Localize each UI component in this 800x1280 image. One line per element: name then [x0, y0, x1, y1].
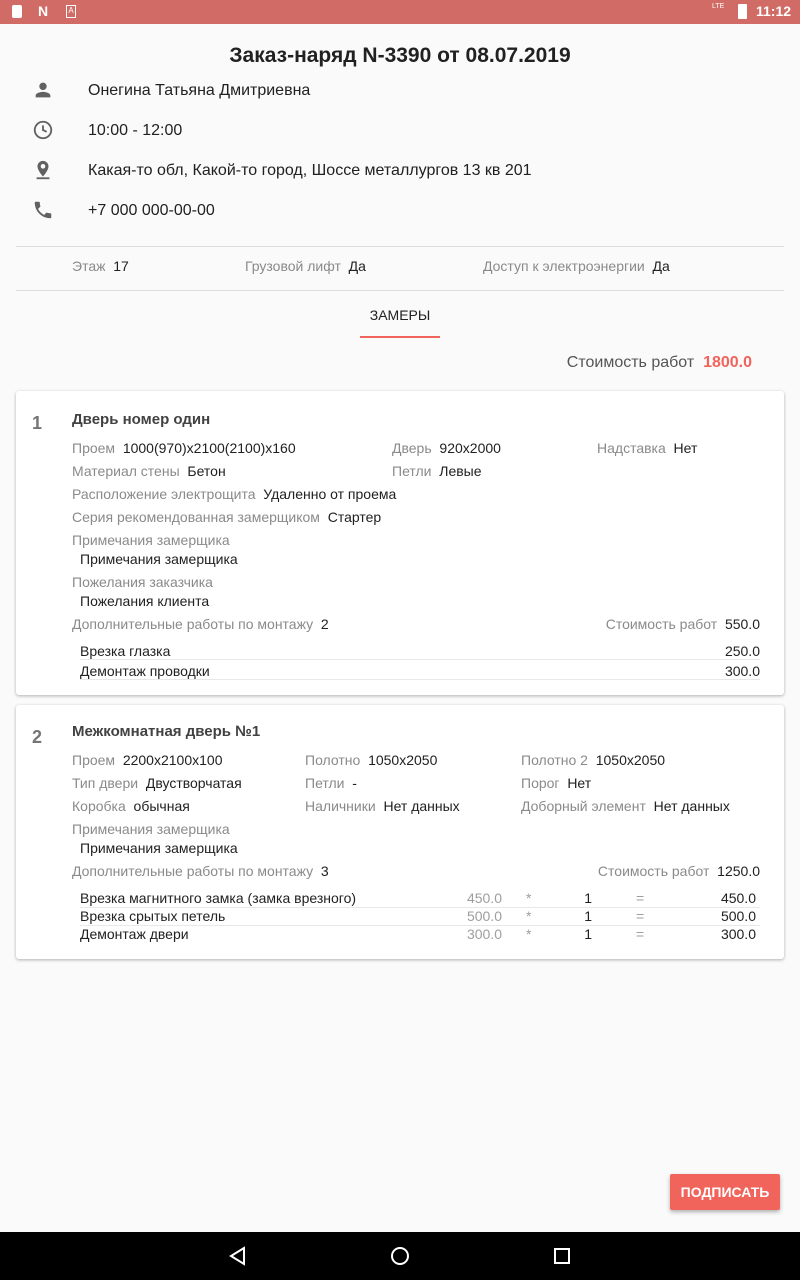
tab-indicator	[360, 336, 440, 338]
battery-icon	[738, 4, 747, 19]
lte-icon: LTE	[712, 3, 725, 10]
measurement-card-1[interactable]	[16, 391, 784, 695]
extra-works: Дополнительные работы по монтажу 3	[72, 863, 329, 879]
work-price: 450.0	[466, 890, 502, 906]
navigation-bar	[0, 1232, 800, 1280]
work-total: 500.0	[720, 908, 756, 924]
n-icon: N	[38, 3, 49, 19]
work-name: Демонтаж двери	[80, 926, 189, 942]
card-title: Межкомнатная дверь №1	[72, 723, 261, 740]
card-number: 1	[32, 413, 43, 433]
field: Дверь 920x2000	[392, 440, 501, 456]
divider	[16, 290, 784, 291]
notes-label: Примечания замерщика	[72, 532, 230, 548]
field: Расположение электрощита Удаленно от проема	[72, 486, 397, 502]
power-info: Доступ к электроэнергии Да	[483, 258, 670, 274]
field: Надставка Нет	[597, 440, 698, 456]
work-total: 300.0	[720, 926, 756, 942]
visit-time: 10:00 - 12:00	[88, 122, 183, 139]
home-icon[interactable]	[390, 1246, 410, 1266]
card-cost: Стоимость работ 550.0	[605, 616, 760, 632]
field: Проем 2200x2100x100	[72, 752, 223, 768]
sign-button[interactable]: ПОДПИСАТЬ	[670, 1174, 780, 1210]
equals-sign: =	[636, 926, 645, 942]
total-cost: Стоимость работ 1800.0	[566, 354, 752, 371]
divider	[80, 659, 760, 660]
field: Порог Нет	[521, 775, 592, 791]
location-icon	[32, 159, 54, 181]
phone[interactable]: +7 000 000-00-00	[88, 202, 215, 219]
work-qty: 1	[584, 890, 592, 906]
work-qty: 1	[584, 926, 592, 942]
lift-info: Грузовой лифт Да	[245, 258, 366, 274]
field: Петли Левые	[392, 463, 482, 479]
notes: Примечания замерщика	[80, 840, 238, 856]
tab-measurements[interactable]: ЗАМЕРЫ	[369, 307, 431, 323]
card-number: 2	[32, 727, 43, 747]
equals-sign: =	[636, 890, 645, 906]
recents-icon[interactable]	[553, 1247, 571, 1265]
wishes-label: Пожелания заказчика	[72, 574, 213, 590]
sd-card-icon	[12, 5, 22, 18]
field: Материал стены Бетон	[72, 463, 226, 479]
card-title: Дверь номер один	[72, 411, 211, 428]
field: Доборный элемент Нет данных	[521, 798, 730, 814]
clock: 11:12	[756, 3, 792, 19]
equals-sign: =	[636, 908, 645, 924]
divider	[80, 679, 760, 680]
divider	[16, 246, 784, 247]
field: Петли -	[305, 775, 357, 791]
work-name: Врезка срытых петель	[80, 908, 226, 924]
phone-icon	[32, 199, 54, 221]
field: Полотно 2 1050x2050	[521, 752, 666, 768]
multiply-sign: *	[526, 890, 532, 906]
person-icon	[32, 79, 54, 101]
field: Наличники Нет данных	[305, 798, 460, 814]
work-total: 450.0	[720, 890, 756, 906]
notes: Примечания замерщика	[80, 551, 238, 567]
address: Какая-то обл, Какой-то город, Шоссе металлургов 13 кв 201	[88, 162, 532, 179]
field: Коробка обычная	[72, 798, 190, 814]
floor-info: Этаж 17	[72, 258, 129, 274]
status-bar	[0, 0, 800, 24]
wishes: Пожелания клиента	[80, 593, 210, 609]
work-price: 300.0	[724, 663, 760, 679]
field: Тип двери Двустворчатая	[72, 775, 242, 791]
work-price: 300.0	[466, 926, 502, 942]
field: Серия рекомендованная замерщиком Стартер	[72, 509, 382, 525]
notes-label: Примечания замерщика	[72, 821, 230, 837]
field: Полотно 1050x2050	[305, 752, 438, 768]
card-cost: Стоимость работ 1250.0	[597, 863, 760, 879]
multiply-sign: *	[526, 908, 532, 924]
page-title: Заказ-наряд N-3390 от 08.07.2019	[229, 44, 571, 67]
work-qty: 1	[584, 908, 592, 924]
work-name: Врезка глазка	[80, 643, 171, 659]
back-icon[interactable]	[228, 1246, 248, 1266]
field: Проем 1000(970)x2100(2100)x160	[72, 440, 296, 456]
work-price: 250.0	[724, 643, 760, 659]
work-price: 500.0	[466, 908, 502, 924]
clock-icon	[32, 119, 54, 141]
a-icon: A	[66, 5, 76, 18]
work-name: Врезка магнитного замка (замка врезного)	[80, 890, 357, 906]
work-name: Демонтаж проводки	[80, 663, 210, 679]
extra-works: Дополнительные работы по монтажу 2	[72, 616, 329, 632]
multiply-sign: *	[526, 926, 532, 942]
measurement-card-2[interactable]	[16, 705, 784, 959]
client-name: Онегина Татьяна Дмитриевна	[88, 82, 311, 99]
